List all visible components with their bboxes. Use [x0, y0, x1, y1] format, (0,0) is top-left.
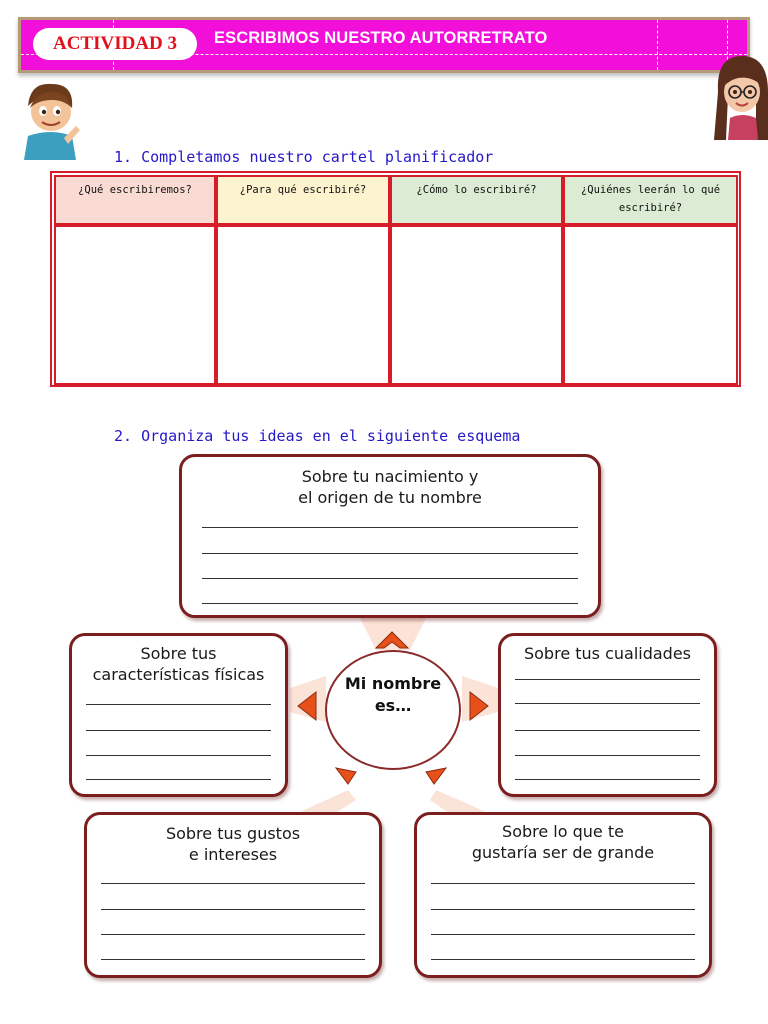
- writing-line[interactable]: [101, 883, 365, 884]
- center-name-text: [325, 673, 461, 717]
- writing-line[interactable]: [202, 527, 578, 528]
- writing-line[interactable]: [515, 779, 700, 780]
- writing-line[interactable]: [431, 909, 695, 910]
- box-qualities-title: Sobre tus cualidades: [523, 644, 692, 663]
- writing-line[interactable]: [202, 553, 578, 554]
- box-physical-title-line2: características físicas: [92, 665, 265, 684]
- center-name-line2: es…: [374, 696, 412, 715]
- page-title: ESCRIBIMOS NUESTRO AUTORRETRATO: [214, 29, 548, 47]
- writing-line[interactable]: [515, 755, 700, 756]
- planner-header-why: ¿Para qué escribiré?: [216, 175, 390, 225]
- box-future: [414, 812, 712, 978]
- writing-line[interactable]: [431, 934, 695, 935]
- planner-header-what: ¿Qué escribiremos?: [54, 175, 216, 225]
- box-birth-title-line1: Sobre tu nacimiento y: [301, 467, 479, 486]
- writing-line[interactable]: [431, 883, 695, 884]
- box-physical-title-line1: Sobre tus: [140, 644, 217, 663]
- writing-line[interactable]: [515, 730, 700, 731]
- box-future-title-line1: Sobre lo que te: [502, 822, 624, 841]
- planner-header-how: ¿Cómo lo escribiré?: [390, 175, 563, 225]
- box-birth-origin: [179, 454, 601, 618]
- writing-line[interactable]: [202, 603, 578, 604]
- box-qualities: [498, 633, 717, 797]
- writing-line[interactable]: [202, 578, 578, 579]
- writing-line[interactable]: [431, 959, 695, 960]
- section-2-title: 2. Organiza tus ideas en el siguiente esquema: [114, 427, 521, 445]
- planner-header-who-line2: escribiré?: [618, 202, 683, 214]
- activity-label: ACTIVIDAD 3: [33, 28, 197, 60]
- writing-line[interactable]: [86, 704, 271, 705]
- box-interests-title-line2: e intereses: [188, 845, 278, 864]
- section-1-title: 1. Completamos nuestro cartel planificador: [114, 148, 494, 166]
- writing-line[interactable]: [86, 779, 271, 780]
- center-name-line1: Mi nombre: [344, 674, 442, 693]
- writing-line[interactable]: [515, 703, 700, 704]
- planner-header-who-line1: ¿Quiénes leerán lo qué: [580, 184, 721, 196]
- writing-line[interactable]: [101, 934, 365, 935]
- box-physical-traits: [69, 633, 288, 797]
- box-interests-title-line1: Sobre tus gustos: [165, 824, 301, 843]
- box-future-title-line2: gustaría ser de grande: [471, 843, 655, 862]
- writing-line[interactable]: [86, 730, 271, 731]
- writing-line[interactable]: [86, 755, 271, 756]
- writing-line[interactable]: [515, 679, 700, 680]
- writing-line[interactable]: [101, 909, 365, 910]
- writing-line[interactable]: [101, 959, 365, 960]
- box-interests: [84, 812, 382, 978]
- box-birth-title-line2: el origen de tu nombre: [298, 488, 482, 507]
